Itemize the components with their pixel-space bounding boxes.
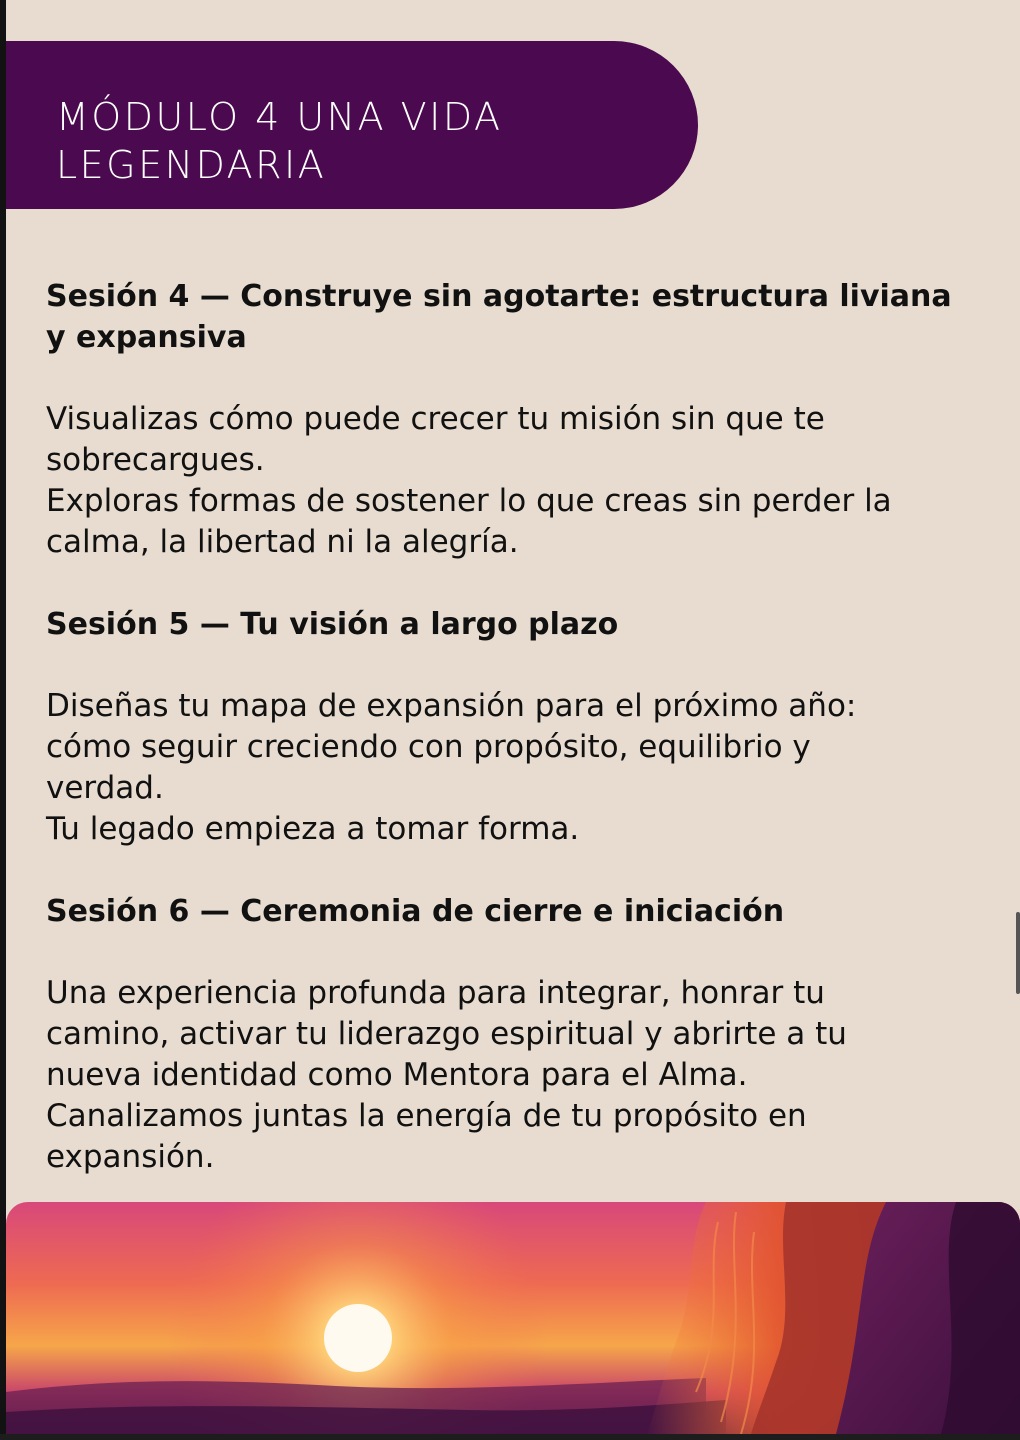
session-5	[46, 604, 986, 891]
session-4-body-line-1: Visualizas cómo puede crecer tu misión sin que te	[46, 401, 825, 437]
session-4-title-line-2: y expansiva	[46, 320, 247, 355]
session-6-title-line-1: Sesión 6 — Ceremonia de cierre e iniciación	[46, 894, 785, 929]
session-6-description	[46, 973, 986, 1178]
session-6-body-line-4: Canalizamos juntas la energía de tu propósito en	[46, 1098, 807, 1134]
session-4	[46, 276, 986, 604]
session-6-body-line-1: Una experiencia profunda para integrar, honrar tu	[46, 975, 825, 1011]
session-5-body-line-4: Tu legado empieza a tomar forma.	[46, 811, 580, 847]
session-4-body-line-2: sobrecargues.	[46, 442, 265, 478]
session-4-body-line-4: calma, la libertad ni la alegría.	[46, 524, 519, 560]
scrollbar-thumb[interactable]	[1016, 912, 1020, 994]
module-title-line-2: LEGENDARIA	[56, 143, 327, 187]
session-5-description	[46, 686, 986, 850]
session-5-title-line-1: Sesión 5 — Tu visión a largo plazo	[46, 607, 619, 642]
session-6-body-line-5: expansión.	[46, 1139, 215, 1175]
session-4-title	[46, 276, 986, 358]
session-4-title-line-1: Sesión 4 — Construye sin agotarte: estructura liviana	[46, 279, 952, 314]
session-6	[46, 891, 986, 1178]
session-6-body-line-2: camino, activar tu liderazgo espiritual y abrirte a tu	[46, 1016, 847, 1052]
module-banner	[6, 41, 698, 209]
document-page	[6, 0, 1020, 1434]
session-6-title	[46, 891, 986, 932]
session-4-body-line-3: Exploras formas de sostener lo que creas sin perder la	[46, 483, 892, 519]
sunset-photo	[6, 1202, 1020, 1434]
session-4-description	[46, 399, 986, 563]
module-title	[56, 93, 658, 189]
session-5-body-line-3: verdad.	[46, 770, 164, 806]
module-title-line-1: MÓDULO 4 UNA VIDA	[56, 95, 503, 139]
session-6-body-line-3: nueva identidad como Mentora para el Alma.	[46, 1057, 748, 1093]
session-5-body-line-1: Diseñas tu mapa de expansión para el próximo año:	[46, 688, 857, 724]
session-5-title	[46, 604, 986, 645]
sessions-content	[46, 276, 986, 1178]
session-5-body-line-2: cómo seguir creciendo con propósito, equilibrio y	[46, 729, 811, 765]
sunset-illustration	[6, 1202, 1020, 1434]
bottom-screen-edge	[0, 1434, 1020, 1440]
